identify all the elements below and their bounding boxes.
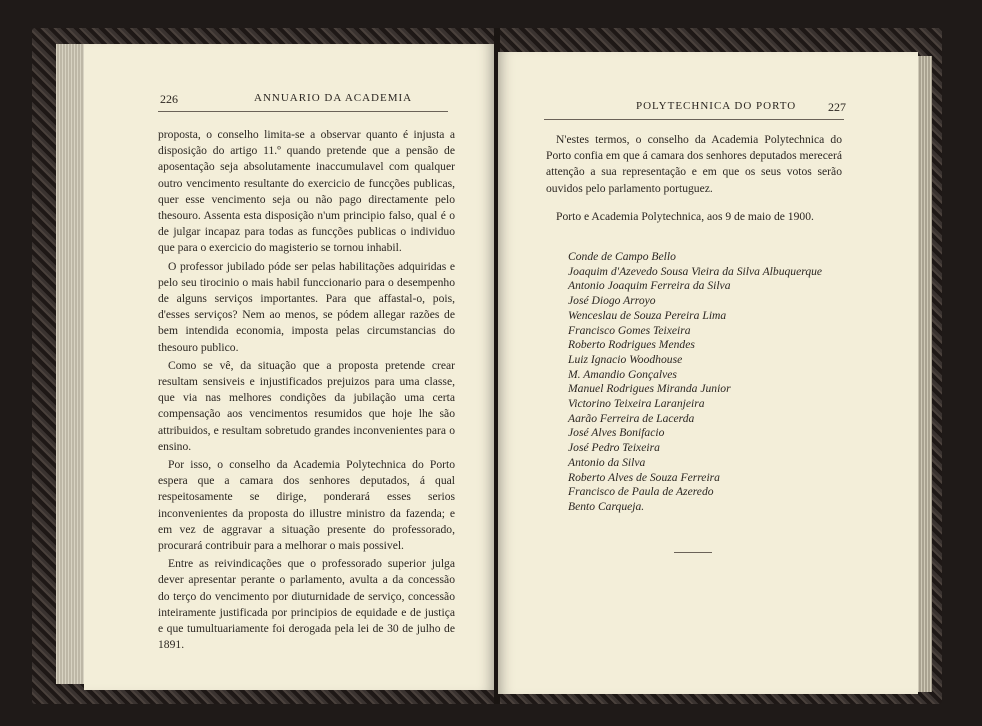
left-paragraph-4: Por isso, o conselho da Academia Polytechnica do Porto espera que a camara dos senhores deputados, á qual respeitosamente se dirige, ponderará esses serios inconvenientes da proposta do illustre ministro da fazenda; e em vez de aggravar a situação presente do professorado, procurará contribuir para a melhorar o mais possivel.: [158, 458, 455, 553]
right-page-number: 227: [828, 100, 846, 114]
signatory: José Alves Bonifacio: [568, 426, 665, 440]
signatory: Manuel Rodrigues Miranda Junior: [568, 382, 731, 396]
signatory: Francisco de Paula de Azeredo: [568, 485, 714, 499]
right-page: [498, 52, 918, 694]
signatory: Victorino Teixeira Laranjeira: [568, 397, 705, 411]
signatory: Roberto Rodrigues Mendes: [568, 338, 695, 352]
signatories-list: [568, 250, 822, 515]
signatory: Luiz Ignacio Woodhouse: [568, 352, 683, 366]
signatory: Francisco Gomes Teixeira: [568, 323, 691, 337]
closing-rule: [674, 552, 712, 553]
right-dateline: Porto e Academia Polytechnica, aos 9 de maio de 1900.: [556, 209, 814, 223]
left-page-number: 226: [160, 92, 178, 106]
right-running-head: POLYTECHNICA DO PORTO: [636, 100, 797, 112]
signatory: José Pedro Teixeira: [568, 441, 660, 455]
right-header-rule: [544, 119, 844, 120]
signatory: Roberto Alves de Souza Ferreira: [568, 470, 720, 484]
left-header-rule: [158, 111, 448, 112]
left-paragraph-3: Como se vê, da situação que a proposta pretende crear resultam sensiveis e injustificados prejuizos para uma classe, que via nas melhores condições da jubilação uma certa compensação aos vencimentos resumidos que hoje lhe são attribuidos, e resultam sobretudo grandes inconvenientes para o ensino.: [158, 358, 455, 453]
signatory: Aarão Ferreira de Lacerda: [568, 411, 695, 425]
page-edges-right: [918, 56, 932, 692]
left-page: [84, 44, 494, 690]
left-paragraph-5: Entre as reivindicações que o professorado superior julga dever apresentar perante o parlamento, avulta a da concessão do terço do vencimento por diuturnidade de serviço, concessão inteiramente justificada por principios de equidade e de justiça e que tumultuariamente foi derogada pela lei de 30 de julho de 1891.: [158, 557, 455, 652]
signatory: José Diogo Arroyo: [568, 294, 656, 308]
signatory: Bento Carqueja.: [568, 499, 645, 513]
left-running-head: ANNUARIO DA ACADEMIA: [254, 92, 413, 104]
signatory: Antonio da Silva: [568, 455, 646, 469]
signatory: Joaquim d'Azevedo Sousa Vieira da Silva Albuquerque: [568, 264, 823, 278]
left-paragraph-1: proposta, o conselho limita-se a observar quanto é injusta a disposição do artigo 11.º quando pretende que a pensão de aposentação seja absolutamente inaccumulavel com qualquer outro vencimento resultante do exercicio de funcções publicas, quer esse vencimento seja ou não pago directamente pelo thesouro. Assenta esta disposição n'um principio falso, qual é o de julgar incapaz para todas as funcções publicas o individuo que para o exercicio do magisterio se tornou inhabil.: [158, 128, 455, 255]
signatory: Conde de Campo Bello: [568, 250, 676, 263]
signatory: Antonio Joaquim Ferreira da Silva: [568, 279, 731, 293]
signatory: Wenceslau de Souza Pereira Lima: [568, 308, 727, 322]
left-paragraph-2: O professor jubilado póde ser pelas habilitações adquiridas e pelo seu tirocinio o mais habil funccionario para o desempenho de alguns serviços importantes. Para que affastal-o, pois, d'esses serviços? Nem ao menos, se pódem allegar razões de bem intendida economia, imposta pelas circumstancias do thesouro publico.: [158, 259, 455, 354]
left-body-text: [158, 127, 455, 656]
right-body-text: [546, 132, 842, 227]
signatory: M. Amandio Gonçalves: [568, 367, 677, 381]
right-paragraph-1: N'estes termos, o conselho da Academia Polytechnica do Porto confia em que á camara dos senhores deputados merecerá attenção a sua representação e em que os seus votos serão ouvidos pelo parlamento portuguez.: [546, 133, 842, 195]
